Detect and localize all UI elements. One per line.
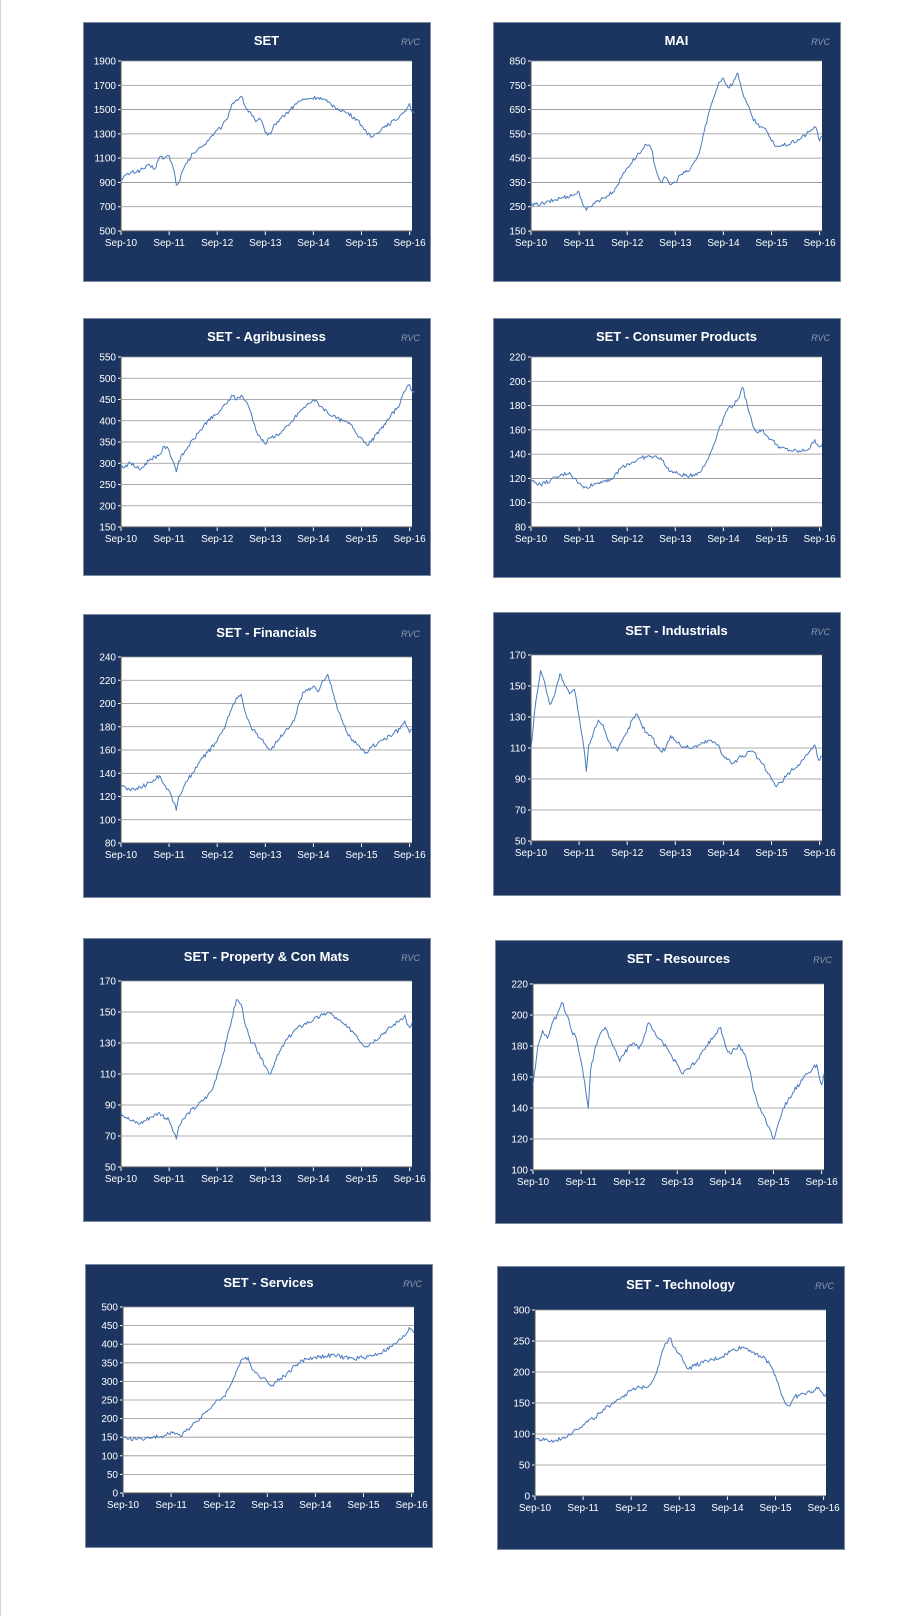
y-tick-label: 300 <box>513 1305 530 1317</box>
x-tick-label: Sep-12 <box>611 534 644 545</box>
brand-label: RVC <box>401 333 420 343</box>
plot-area <box>121 61 412 231</box>
y-tick-label: 250 <box>509 202 526 214</box>
plot-area <box>531 357 822 527</box>
x-tick-label: Sep-11 <box>153 850 185 861</box>
chart-svg-set-resources <box>496 941 844 1225</box>
x-tick-label: Sep-15 <box>347 1500 380 1511</box>
y-tick-label: 350 <box>509 177 526 189</box>
y-tick-label: 200 <box>511 1010 528 1022</box>
y-tick-label: 180 <box>511 1041 528 1053</box>
x-tick-label: Sep-10 <box>104 534 138 545</box>
x-tick-label: Sep-13 <box>249 534 282 545</box>
y-tick-label: 70 <box>514 805 526 817</box>
chart-svg-set-consumer-products <box>494 319 842 579</box>
x-tick-label: Sep-10 <box>106 1500 140 1511</box>
chart-svg-set-services <box>86 1265 434 1549</box>
x-tick-label: Sep-12 <box>201 1174 234 1185</box>
chart-svg-set-agribusiness <box>84 319 432 577</box>
x-tick-label: Sep-16 <box>393 534 426 545</box>
y-tick-label: 0 <box>524 1491 530 1503</box>
x-tick-label: Sep-16 <box>393 238 426 249</box>
chart-title: SET <box>253 33 280 48</box>
x-tick-label: Sep-14 <box>709 1177 742 1188</box>
y-tick-label: 90 <box>514 774 526 786</box>
brand-label: RVC <box>401 953 420 963</box>
y-tick-label: 200 <box>101 1414 118 1426</box>
x-tick-label: Sep-11 <box>153 534 185 545</box>
y-tick-label: 80 <box>514 522 526 534</box>
y-tick-label: 80 <box>104 838 116 850</box>
y-tick-label: 120 <box>99 792 116 803</box>
y-tick-label: 700 <box>99 202 116 214</box>
brand-label: RVC <box>815 1281 834 1291</box>
y-tick-label: 400 <box>101 1339 118 1351</box>
y-tick-label: 220 <box>511 979 528 991</box>
x-tick-label: Sep-15 <box>755 848 788 859</box>
x-tick-label: Sep-14 <box>297 850 330 861</box>
x-tick-label: Sep-12 <box>201 850 234 861</box>
x-tick-label: Sep-12 <box>203 1500 236 1511</box>
y-tick-label: 500 <box>99 226 116 238</box>
y-tick-label: 50 <box>104 1162 116 1174</box>
brand-label: RVC <box>811 37 830 47</box>
x-tick-label: Sep-10 <box>104 1174 138 1185</box>
brand-label: RVC <box>403 1279 422 1289</box>
x-tick-label: Sep-14 <box>707 534 740 545</box>
chart-title: MAI <box>664 33 689 48</box>
y-tick-label: 150 <box>101 1432 118 1444</box>
y-tick-label: 140 <box>99 768 116 780</box>
chart-title: SET - Industrials <box>625 623 728 638</box>
y-tick-label: 650 <box>509 105 526 117</box>
chart-panel-set-agribusiness <box>83 318 431 576</box>
y-tick-label: 150 <box>513 1398 530 1410</box>
brand-label: RVC <box>811 333 830 343</box>
x-tick-label: Sep-14 <box>297 534 330 545</box>
chart-panel-set-technology <box>497 1266 845 1550</box>
y-tick-label: 100 <box>513 1429 530 1441</box>
y-tick-label: 160 <box>99 745 116 757</box>
x-tick-label: Sep-13 <box>663 1503 696 1514</box>
y-tick-label: 160 <box>509 425 526 437</box>
y-tick-label: 150 <box>99 522 116 534</box>
y-tick-label: 550 <box>99 352 116 364</box>
y-tick-label: 100 <box>101 1451 118 1463</box>
x-tick-label: Sep-13 <box>659 848 692 859</box>
x-tick-label: Sep-14 <box>297 238 330 249</box>
y-tick-label: 110 <box>100 1069 116 1081</box>
x-tick-label: Sep-11 <box>563 534 595 545</box>
chart-title: SET - Services <box>223 1275 314 1290</box>
chart-svg-set <box>84 23 432 283</box>
y-tick-label: 350 <box>101 1358 118 1370</box>
y-tick-label: 200 <box>509 376 526 388</box>
x-tick-label: Sep-12 <box>201 534 234 545</box>
chart-panel-set <box>83 22 431 282</box>
x-tick-label: Sep-13 <box>661 1177 694 1188</box>
x-tick-label: Sep-10 <box>514 238 548 249</box>
x-tick-label: Sep-11 <box>563 238 595 249</box>
chart-panel-set-consumer-products <box>493 318 841 578</box>
chart-title: SET - Resources <box>626 951 731 966</box>
x-tick-label: Sep-16 <box>807 1503 840 1514</box>
y-tick-label: 70 <box>104 1131 116 1143</box>
y-tick-label: 750 <box>509 80 526 92</box>
chart-title: SET - Technology <box>626 1277 735 1292</box>
y-tick-label: 500 <box>99 373 116 385</box>
x-tick-label: Sep-12 <box>611 848 644 859</box>
y-tick-label: 220 <box>509 352 526 364</box>
y-tick-label: 220 <box>99 675 116 687</box>
y-tick-label: 250 <box>513 1336 530 1348</box>
y-tick-label: 300 <box>99 458 116 470</box>
chart-svg-mai <box>494 23 842 283</box>
y-tick-label: 450 <box>509 153 526 165</box>
x-tick-label: Sep-10 <box>514 848 548 859</box>
y-tick-label: 850 <box>509 56 526 68</box>
y-tick-label: 50 <box>518 1460 530 1472</box>
y-tick-label: 180 <box>99 722 116 734</box>
x-tick-label: Sep-16 <box>805 1177 838 1188</box>
y-tick-label: 50 <box>514 836 526 848</box>
x-tick-label: Sep-12 <box>201 238 234 249</box>
y-tick-label: 150 <box>99 1007 116 1019</box>
y-tick-label: 200 <box>513 1367 530 1379</box>
y-tick-label: 1300 <box>93 129 116 141</box>
y-tick-label: 170 <box>99 976 116 988</box>
x-tick-label: Sep-14 <box>711 1503 744 1514</box>
x-tick-label: Sep-15 <box>759 1503 792 1514</box>
y-tick-label: 140 <box>511 1103 528 1115</box>
x-tick-label: Sep-12 <box>611 238 644 249</box>
y-tick-label: 1900 <box>93 56 116 68</box>
chart-panel-set-property-and-con-mats <box>83 938 431 1222</box>
brand-label: RVC <box>401 629 420 639</box>
x-tick-label: Sep-16 <box>803 238 836 249</box>
y-tick-label: 180 <box>509 401 526 413</box>
x-tick-label: Sep-10 <box>104 850 138 861</box>
y-tick-label: 500 <box>101 1302 118 1314</box>
x-tick-label: Sep-11 <box>563 848 595 859</box>
x-tick-label: Sep-15 <box>345 1174 378 1185</box>
brand-label: RVC <box>401 37 420 47</box>
x-tick-label: Sep-15 <box>345 238 378 249</box>
y-tick-label: 400 <box>99 416 116 428</box>
y-tick-label: 160 <box>511 1072 528 1084</box>
brand-label: RVC <box>811 627 830 637</box>
x-tick-label: Sep-14 <box>299 1500 332 1511</box>
y-tick-label: 110 <box>510 743 526 755</box>
y-tick-label: 550 <box>509 129 526 141</box>
chart-title: SET - Consumer Products <box>595 329 758 344</box>
x-tick-label: Sep-14 <box>707 238 740 249</box>
y-tick-label: 1500 <box>93 105 116 117</box>
y-tick-label: 90 <box>104 1100 116 1112</box>
y-tick-label: 130 <box>509 712 526 724</box>
chart-panel-set-industrials <box>493 612 841 896</box>
x-tick-label: Sep-13 <box>249 1174 282 1185</box>
x-tick-label: Sep-11 <box>565 1177 597 1188</box>
x-tick-label: Sep-11 <box>155 1500 187 1511</box>
x-tick-label: Sep-10 <box>518 1503 552 1514</box>
x-tick-label: Sep-16 <box>395 1500 428 1511</box>
x-tick-label: Sep-12 <box>615 1503 648 1514</box>
x-tick-label: Sep-13 <box>249 850 282 861</box>
y-tick-label: 140 <box>509 449 526 461</box>
y-tick-label: 300 <box>101 1376 118 1388</box>
y-tick-label: 50 <box>106 1469 118 1481</box>
chart-panel-mai <box>493 22 841 282</box>
x-tick-label: Sep-15 <box>755 534 788 545</box>
y-tick-label: 150 <box>509 681 526 693</box>
y-tick-label: 240 <box>99 652 116 664</box>
chart-svg-set-industrials <box>494 613 842 897</box>
x-tick-label: Sep-15 <box>757 1177 790 1188</box>
x-tick-label: Sep-16 <box>393 850 426 861</box>
chart-panel-set-resources <box>495 940 843 1224</box>
x-tick-label: Sep-15 <box>345 534 378 545</box>
chart-panel-set-financials <box>83 614 431 898</box>
x-tick-label: Sep-12 <box>613 1177 646 1188</box>
x-tick-label: Sep-13 <box>659 534 692 545</box>
y-tick-label: 150 <box>509 226 526 238</box>
x-tick-label: Sep-11 <box>567 1503 599 1514</box>
x-tick-label: Sep-10 <box>104 238 138 249</box>
brand-label: RVC <box>813 955 832 965</box>
y-tick-label: 350 <box>99 437 116 449</box>
y-tick-label: 250 <box>101 1395 118 1407</box>
chart-svg-set-property-and-con-mats <box>84 939 432 1223</box>
x-tick-label: Sep-11 <box>153 238 185 249</box>
y-tick-label: 120 <box>511 1134 528 1146</box>
x-tick-label: Sep-16 <box>803 848 836 859</box>
x-tick-label: Sep-13 <box>251 1500 284 1511</box>
x-tick-label: Sep-14 <box>297 1174 330 1185</box>
y-tick-label: 0 <box>112 1488 118 1500</box>
y-tick-label: 1100 <box>94 153 116 165</box>
page-edge-line <box>0 0 1 1616</box>
y-tick-label: 100 <box>99 815 116 827</box>
y-tick-label: 1700 <box>93 80 116 92</box>
x-tick-label: Sep-15 <box>345 850 378 861</box>
y-tick-label: 450 <box>99 395 116 406</box>
y-tick-label: 900 <box>99 177 116 189</box>
chart-svg-set-technology <box>498 1267 846 1551</box>
x-tick-label: Sep-13 <box>659 238 692 249</box>
chart-title: SET - Financials <box>216 625 317 640</box>
y-tick-label: 200 <box>99 501 116 513</box>
x-tick-label: Sep-10 <box>516 1177 550 1188</box>
y-tick-label: 130 <box>99 1038 116 1050</box>
chart-title: SET - Agribusiness <box>207 329 326 344</box>
x-tick-label: Sep-16 <box>803 534 836 545</box>
y-tick-label: 100 <box>509 498 526 510</box>
x-tick-label: Sep-11 <box>153 1174 185 1185</box>
x-tick-label: Sep-13 <box>249 238 282 249</box>
x-tick-label: Sep-15 <box>755 238 788 249</box>
y-tick-label: 100 <box>511 1165 528 1177</box>
chart-panel-set-services <box>85 1264 433 1548</box>
x-tick-label: Sep-16 <box>393 1174 426 1185</box>
y-tick-label: 250 <box>99 480 116 491</box>
chart-title: SET - Property & Con Mats <box>183 949 350 964</box>
x-tick-label: Sep-14 <box>707 848 740 859</box>
x-tick-label: Sep-10 <box>514 534 548 545</box>
y-tick-label: 170 <box>509 650 526 662</box>
y-tick-label: 450 <box>101 1321 118 1333</box>
y-tick-label: 200 <box>99 699 116 710</box>
y-tick-label: 120 <box>509 473 526 485</box>
chart-svg-set-financials <box>84 615 432 899</box>
